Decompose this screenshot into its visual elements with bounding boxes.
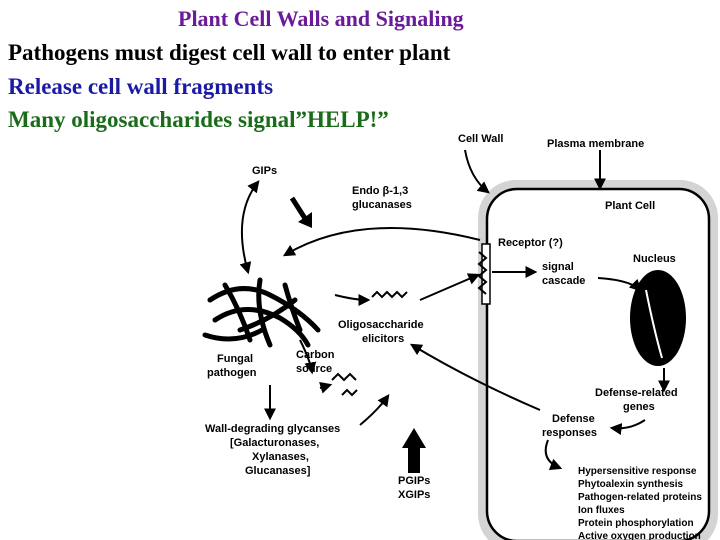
response-item: Ion fluxes [578,505,625,516]
arrow-enzymes-to-fragments [360,396,388,425]
arrow-oligo-to-receptor [420,275,478,300]
arrow-to-oligosaccharide [335,295,368,300]
receptor [482,244,490,304]
label-pgips: PGIPs [398,475,431,487]
response-item: Protein phosphorylation [578,518,694,529]
label-pathogen: pathogen [207,367,257,379]
label-endo-1: Endo β-1,3 [352,185,409,197]
label-galacturonases: [Galacturonases, [230,437,320,449]
label-defense: Defense [552,413,595,425]
label-nucleus: Nucleus [633,253,676,265]
label-cell-wall: Cell Wall [458,133,504,145]
label-xgips: XGIPs [398,489,431,501]
response-item: Pathogen-related proteins [578,492,702,503]
arrow-carbon-to-fragments [320,385,330,388]
label-defense-genes-2: genes [623,401,655,413]
nucleus [630,270,686,366]
label-carbon: Carbon [296,349,335,361]
arrow-glucanase-to-pathogen [285,228,480,255]
carbon-source-fragment [332,374,356,380]
label-signal: signal [542,261,574,273]
response-item: Active oxygen production [578,531,701,540]
label-source: source [296,363,333,375]
thick-arrow-endo [292,198,306,220]
fungal-pathogen-shape [205,280,318,345]
label-fungal: Fungal [217,353,254,365]
arrow-gips-to-pathogen [242,182,258,272]
response-item: Phytoalexin synthesis [578,479,684,490]
label-wall-degrading: Wall-degrading glycanses [205,423,341,435]
label-glucanases: Glucanases] [245,465,311,477]
label-receptor: Receptor (?) [498,237,563,249]
label-plasma-membrane: Plasma membrane [547,138,645,150]
carbon-source-fragment [342,390,357,395]
arrow-cellwall [465,150,488,192]
label-gips: GIPs [252,165,278,177]
thick-arrow-pgips-head [402,428,426,448]
label-cascade: cascade [542,275,586,287]
oligosaccharide-fragment [372,292,407,297]
label-plant-cell: Plant Cell [605,200,656,212]
label-responses: responses [542,427,598,439]
label-endo-2: glucanases [352,199,412,211]
slide-title: Plant Cell Walls and Signaling [178,6,464,31]
label-xylanases: Xylanases, [252,451,309,463]
label-elicitors: elicitors [362,333,405,345]
bullet-line-1: Pathogens must digest cell wall to enter plant [8,40,451,65]
bullet-line-2: Release cell wall fragments [8,74,274,99]
response-item: Hypersensitive response [578,466,697,477]
thick-arrow-pgips [408,445,420,473]
bullet-line-3: Many oligosaccharides signal”HELP!” [8,107,389,132]
label-defense-genes-1: Defense-related [595,387,678,399]
label-oligosaccharide: Oligosaccharide [338,319,424,331]
